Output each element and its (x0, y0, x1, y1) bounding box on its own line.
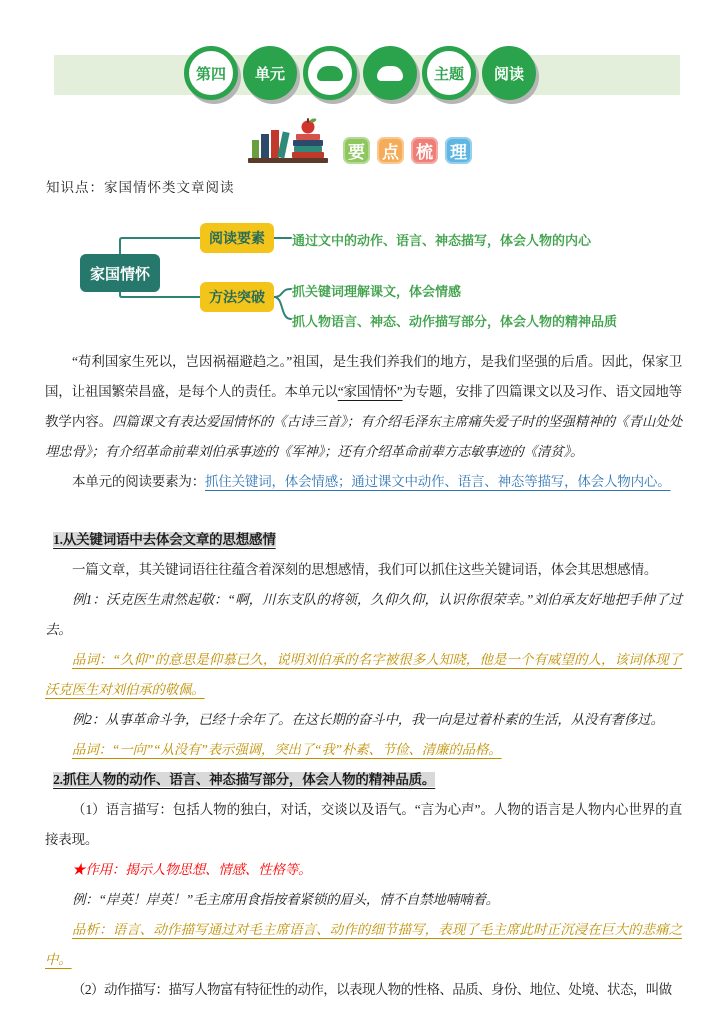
text-segment: 本单元的阅读要素为： (72, 474, 205, 489)
text-segment: 例1：沃克医生肃然起敬：“啊，川东支队的将领，久仰久仰，认识你很荣幸。”刘伯承友好地把手伸了过去。 (45, 592, 682, 637)
banner-blob-icon-circle (363, 46, 417, 100)
blob-icon (377, 66, 403, 81)
paragraph (45, 975, 682, 1005)
paragraph (45, 645, 682, 705)
banner-blob-icon-circle (303, 46, 357, 100)
text-segment: （1）语言描写：包括人物的独白，对话，交谈以及语气。“言为心声”。人物的语言是人物内心世界的直接表现。 (45, 802, 682, 847)
blob-icon (317, 66, 343, 81)
mindmap-item: 抓关键词理解课文，体会情感 (292, 284, 462, 299)
title-badges (336, 137, 472, 164)
title-badge: 要 (343, 137, 370, 164)
paragraph (45, 705, 682, 735)
section-heading (45, 765, 682, 795)
text-segment: 抓住关键词，体会情感；通过课文中动作、语言、神态等描写，体会人物内心。 (205, 474, 671, 489)
title-badge: 点 (377, 137, 404, 164)
paragraph (45, 885, 682, 915)
paragraph (45, 555, 682, 585)
paragraph (45, 735, 682, 765)
text-segment: “家国情怀” (337, 384, 403, 399)
text-segment: 品词：“久仰”的意思是仰慕已久，说明刘伯承的名字被很多人知晓，他是一个有威望的人，该词体现了沃克医生对刘伯承的敬佩。 (45, 652, 682, 697)
books-icon (246, 117, 330, 170)
mindmap-branch-method-breakthrough: 方法突破 (200, 282, 274, 312)
text-segment: 2.抓住人物的动作、语言、神态描写部分，体会人物的精神品质。 (53, 772, 436, 787)
text-segment: 品析：语言、动作描写通过对毛主席语言、动作的细节描写，表现了毛主席此时正沉浸在巨大的悲痛之中。 (45, 922, 682, 967)
banner-circle-单元: 单元 (243, 46, 297, 100)
title-badge: 梳 (411, 137, 438, 164)
paragraph (45, 347, 682, 467)
paragraph (45, 855, 682, 885)
paragraph (45, 795, 682, 855)
banner-circle-阅读: 阅读 (482, 46, 536, 100)
banner-circles (0, 0, 724, 110)
text-segment: 品词：“一向”“从没有”表示强调，突出了“我”朴素、节俭、清廉的品格。 (72, 742, 502, 757)
text-segment: 四篇课文有表达爱国情怀的《古诗三首》；有介绍毛泽东主席痛失爱子时的坚强精神的《青山处处埋忠骨》；有介绍革命前辈刘伯承事迹的《军神》；还有介绍革命前辈方志敏事迹的《清贫》。 (45, 414, 683, 459)
text-segment: 例2：从事革命斗争，已经十余年了。在这长期的奋斗中，我一向是过着朴素的生活，从没有奢侈过。 (72, 712, 664, 727)
text-segment: 为专题，安排了四篇课文以及习作、语文园地等教学内容。 (45, 384, 682, 429)
text-segment: （2）动作描写：描写人物富有特征性的动作，以表现人物的性格、品质、身份、地位、处境、状态，叫做 (72, 982, 672, 997)
text-segment: 例：“岸英！岸英！”毛主席用食指按着紧锁的眉头，情不自禁地喃喃着。 (72, 892, 499, 907)
text-segment: “苟利国家生死以，岂因祸福避趋之。”祖国，是生我们养我们的地方，是我们坚强的后盾。因此，保家卫国，让祖国繁荣昌盛，是每个人的责任。本单元以 (45, 354, 682, 399)
section-heading (45, 525, 682, 555)
mindmap-item: 抓人物语言、神态、动作描写部分，体会人物的精神品质 (292, 314, 618, 329)
mindmap-branch-reading-elements: 阅读要素 (200, 223, 274, 253)
banner-circle-第四: 第四 (184, 46, 238, 100)
text-segment: 1.从关键词语中去体会文章的思想感情 (53, 532, 276, 547)
paragraph (45, 467, 682, 497)
section-header (246, 120, 472, 170)
text-segment: 一篇文章，其关键词语往往蕴含着深刻的思想感情，我们可以抓住这些关键词语，体会其思想感情。 (72, 562, 658, 577)
mindmap-item: 通过文中的动作、语言、神态描写，体会人物的内心 (292, 233, 592, 248)
banner-circle-主题: 主题 (422, 46, 476, 100)
document-body (45, 347, 682, 1005)
knowledge-point-label: 知识点：家国情怀类文章阅读 (46, 180, 235, 195)
paragraph (45, 585, 682, 645)
paragraph (45, 915, 682, 975)
title-badge: 理 (445, 137, 472, 164)
mindmap-root-node: 家国情怀 (80, 254, 160, 292)
text-segment: ★作用：揭示人物思想、情感、性格等。 (72, 862, 312, 877)
